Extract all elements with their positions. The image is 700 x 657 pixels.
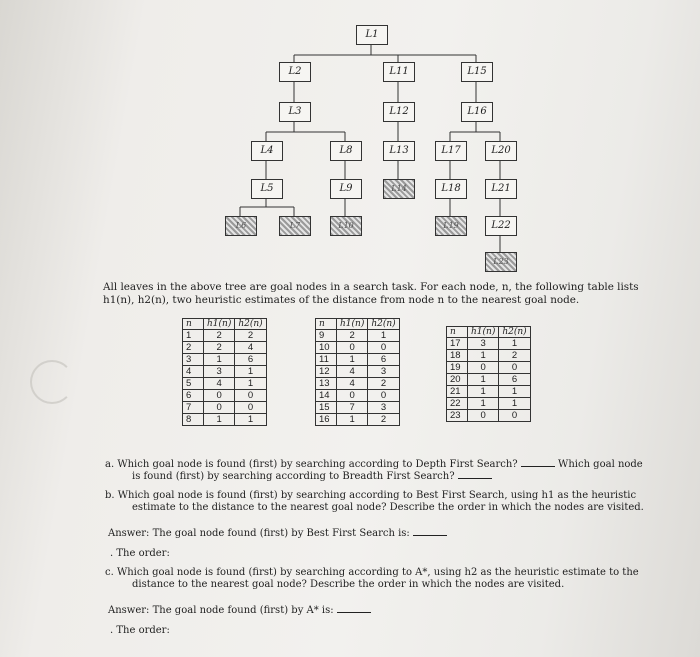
cell-h1: 0 (337, 342, 368, 354)
tree-node-l3: L3 (279, 102, 311, 122)
heuristic-table-2 (315, 318, 400, 426)
table-row (183, 330, 267, 342)
question-a-trailing: Which goal node (558, 459, 643, 470)
cell-h2: 1 (499, 398, 530, 410)
question-c-order: . The order: (110, 625, 170, 636)
heuristic-table-1 (182, 318, 267, 426)
tree-node-l13: L13 (383, 141, 415, 161)
col-h2: h2(n) (368, 319, 399, 330)
table-row (447, 398, 531, 410)
table-row (447, 410, 531, 422)
cell-h2: 1 (499, 338, 530, 350)
cell-h1: 0 (337, 390, 368, 402)
cell-h1: 1 (204, 414, 235, 426)
tree-node-l20: L20 (485, 141, 517, 161)
cell-h2: 2 (499, 350, 530, 362)
cell-n: 23 (447, 410, 468, 422)
col-h1: h1(n) (204, 319, 235, 330)
cell-n: 15 (316, 402, 337, 414)
col-h2: h2(n) (499, 327, 530, 338)
cell-n: 2 (183, 342, 204, 354)
tree-node-l8: L8 (330, 141, 362, 161)
col-n: n (183, 319, 204, 330)
tree-node-l2: L2 (279, 62, 311, 82)
cell-h2: 0 (499, 410, 530, 422)
cell-h2: 2 (368, 378, 399, 390)
question-a-text2: is found (first) by searching according to Breadth First Search? (132, 471, 455, 482)
cell-n: 11 (316, 354, 337, 366)
cell-h2: 6 (235, 354, 266, 366)
cell-n: 7 (183, 402, 204, 414)
tree-node-l15: L15 (461, 62, 493, 82)
cell-h2: 2 (368, 414, 399, 426)
question-b-line2: estimate to the distance to the nearest goal node? Describe the order in which the nodes are visited. (132, 502, 644, 513)
tree-node-l12: L12 (383, 102, 415, 122)
table-row (316, 390, 400, 402)
table-row (316, 354, 400, 366)
edge-L3-children (266, 121, 345, 141)
col-h2: h2(n) (235, 319, 266, 330)
table-row (316, 378, 400, 390)
cell-n: 12 (316, 366, 337, 378)
cell-h2: 0 (368, 342, 399, 354)
edge-L16-children (450, 121, 500, 141)
cell-n: 13 (316, 378, 337, 390)
question-a-text: a. Which goal node is found (first) by searching according to Depth First Search? (105, 459, 518, 470)
cell-h2: 0 (235, 390, 266, 402)
table-row (183, 342, 267, 354)
table-row (316, 366, 400, 378)
tree-node-l10: L10 (330, 216, 362, 236)
cell-h1: 1 (468, 386, 499, 398)
cell-h1: 0 (204, 390, 235, 402)
tree-node-l22: L22 (485, 216, 517, 236)
intro-paragraph: All leaves in the above tree are goal nodes in a search task. For each node, n, the following table lists h1(n), h2(n), two heuristic estimates of the distance from node n to the nearest goal node. (103, 281, 639, 306)
cell-h2: 1 (368, 330, 399, 342)
cell-n: 1 (183, 330, 204, 342)
cell-n: 22 (447, 398, 468, 410)
table-row (316, 414, 400, 426)
table-row (447, 338, 531, 350)
table-header-row (447, 327, 531, 338)
cell-h1: 1 (337, 414, 368, 426)
cell-n: 10 (316, 342, 337, 354)
table-row (316, 330, 400, 342)
cell-n: 20 (447, 374, 468, 386)
table-row (183, 402, 267, 414)
cell-n: 19 (447, 362, 468, 374)
tree-node-l21: L21 (485, 179, 517, 199)
table-row (447, 350, 531, 362)
cell-h2: 1 (235, 378, 266, 390)
tree-node-l11: L11 (383, 62, 415, 82)
cell-h2: 0 (368, 390, 399, 402)
table-row (447, 386, 531, 398)
tree-node-l23: L23 (485, 252, 517, 272)
cell-h2: 6 (368, 354, 399, 366)
cell-h2: 0 (499, 362, 530, 374)
cell-n: 14 (316, 390, 337, 402)
table-row (447, 362, 531, 374)
cell-n: 5 (183, 378, 204, 390)
edge-L1-children (294, 44, 476, 62)
tree-node-l18: L18 (435, 179, 467, 199)
answer-blank-bfs[interactable] (458, 469, 492, 479)
question-b-answer (108, 526, 447, 541)
table-row (183, 366, 267, 378)
cell-n: 9 (316, 330, 337, 342)
cell-n: 18 (447, 350, 468, 362)
cell-h2: 0 (235, 402, 266, 414)
cell-h1: 7 (337, 402, 368, 414)
cell-h1: 4 (337, 378, 368, 390)
question-a-line2 (132, 469, 492, 484)
cell-h2: 3 (368, 402, 399, 414)
table-row (183, 378, 267, 390)
cell-h1: 3 (468, 338, 499, 350)
cell-h1: 1 (337, 354, 368, 366)
table-row (183, 354, 267, 366)
col-n: n (447, 327, 468, 338)
tree-node-l1: L1 (356, 25, 388, 45)
cell-h2: 1 (235, 414, 266, 426)
cell-n: 6 (183, 390, 204, 402)
cell-n: 3 (183, 354, 204, 366)
tree-node-l19: L19 (435, 216, 467, 236)
cell-h1: 2 (204, 342, 235, 354)
cell-h1: 0 (468, 410, 499, 422)
table-row (183, 414, 267, 426)
tree-node-l16: L16 (461, 102, 493, 122)
cell-h1: 1 (468, 350, 499, 362)
cell-h1: 4 (204, 378, 235, 390)
table-row (316, 342, 400, 354)
table-header-row (183, 319, 267, 330)
cell-h2: 1 (499, 386, 530, 398)
tree-node-l4: L4 (251, 141, 283, 161)
tree-node-l5: L5 (251, 179, 283, 199)
col-h1: h1(n) (468, 327, 499, 338)
answer-blank-dfs[interactable] (521, 457, 555, 467)
question-c-answer-text: Answer: The goal node found (first) by A* is: (108, 605, 334, 616)
col-h1: h1(n) (337, 319, 368, 330)
col-n: n (316, 319, 337, 330)
cell-h1: 1 (468, 398, 499, 410)
cell-h2: 2 (235, 330, 266, 342)
answer-blank-astar[interactable] (337, 603, 371, 613)
table-row (316, 402, 400, 414)
cell-h2: 3 (368, 366, 399, 378)
question-c-line2: distance to the nearest goal node? Describe the order in which the nodes are visited. (132, 579, 565, 590)
cell-h1: 4 (337, 366, 368, 378)
question-b-line1: b. Which goal node is found (first) by searching according to Best First Search, using h1 as the heuristic (105, 490, 637, 501)
tree-node-l6: L6 (225, 216, 257, 236)
cell-h1: 2 (337, 330, 368, 342)
cell-h1: 0 (204, 402, 235, 414)
tree-node-l14: L14 (383, 179, 415, 199)
cell-n: 21 (447, 386, 468, 398)
tree-node-l17: L17 (435, 141, 467, 161)
table-header-row (316, 319, 400, 330)
camera-glare (30, 360, 74, 404)
question-b-order: . The order: (110, 548, 170, 559)
answer-blank-best-first[interactable] (413, 526, 447, 536)
cell-h2: 6 (499, 374, 530, 386)
cell-h1: 3 (204, 366, 235, 378)
cell-h2: 4 (235, 342, 266, 354)
cell-h1: 2 (204, 330, 235, 342)
cell-h1: 1 (204, 354, 235, 366)
search-tree-edges (0, 0, 700, 280)
heuristic-table-3 (446, 326, 531, 422)
cell-n: 4 (183, 366, 204, 378)
table-row (183, 390, 267, 402)
cell-h1: 1 (468, 374, 499, 386)
cell-n: 16 (316, 414, 337, 426)
cell-n: 8 (183, 414, 204, 426)
cell-h1: 0 (468, 362, 499, 374)
question-c-line1: c. Which goal node is found (first) by searching according to A*, using h2 as the heuristic estimate to the (105, 567, 639, 578)
table-row (447, 374, 531, 386)
tree-node-l7: L7 (279, 216, 311, 236)
question-b-answer-text: Answer: The goal node found (first) by Best First Search is: (108, 528, 410, 539)
cell-n: 17 (447, 338, 468, 350)
cell-h2: 1 (235, 366, 266, 378)
question-c-answer (108, 603, 371, 618)
edge-L5-children (240, 198, 294, 216)
tree-node-l9: L9 (330, 179, 362, 199)
